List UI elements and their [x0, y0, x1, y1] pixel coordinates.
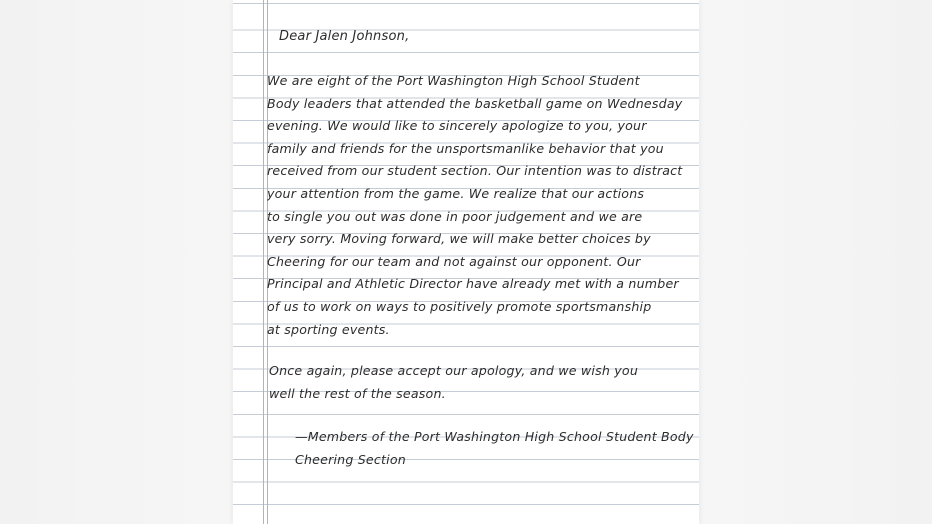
body-line: of us to work on ways to positively promote sportsmanship [267, 298, 652, 314]
closing-line: well the rest of the season. [269, 385, 446, 401]
body-line: We are eight of the Port Washington High School Student [267, 73, 640, 88]
signature-line: —Members of the Port Washington High School Student Body [295, 429, 694, 444]
body-line: very sorry. Moving forward, we will make better choices by [267, 231, 651, 247]
margin-line [263, 0, 264, 524]
body-line: evening. We would like to sincerely apologize to you, your [267, 118, 647, 134]
letter-body [267, 70, 695, 341]
body-line: Principal and Athletic Director have already met with a number [267, 276, 679, 292]
body-line: Body leaders that attended the basketball game on Wednesday [267, 95, 683, 111]
notebook-paper [233, 0, 699, 524]
body-line: at sporting events. [267, 321, 390, 337]
letter-closing [269, 360, 638, 405]
body-line: Cheering for our team and not against our opponent. Our [267, 253, 641, 269]
body-line: your attention from the game. We realize that our actions [267, 185, 645, 201]
closing-line: Once again, please accept our apology, and we wish you [269, 363, 639, 378]
signature [295, 426, 694, 471]
body-line: to single you out was done in poor judgement and we are [267, 208, 643, 224]
signature-line: Cheering Section [295, 451, 406, 467]
body-line: received from our student section. Our intention was to distract [267, 163, 683, 179]
salutation: Dear Jalen Johnson, [279, 29, 410, 44]
body-line: family and friends for the unsportsmanlike behavior that you [267, 140, 664, 156]
